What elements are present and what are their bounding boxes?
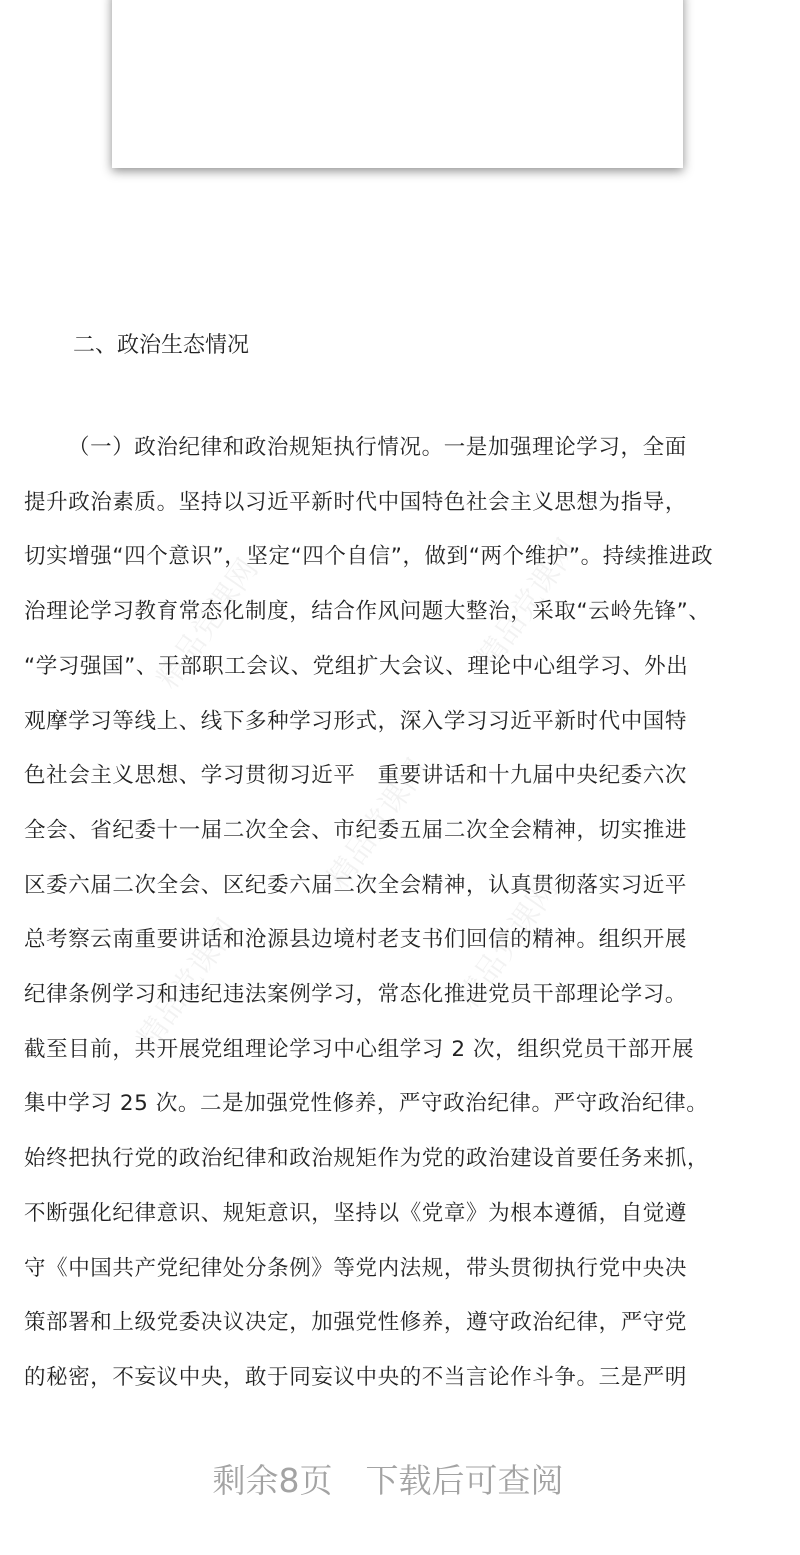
previous-page-card (112, 0, 683, 168)
paragraph-line: 提升政治素质。坚持以习近平新时代中国特色社会主义思想为指导， (24, 489, 688, 515)
paragraph-line: 全会、省纪委十一届二次全会、市纪委五届二次全会精神，切实推进 (24, 817, 688, 843)
paragraph-line: 治理论学习教育常态化制度，结合作风问题大整治，采取“云岭先锋”、 (24, 599, 711, 625)
paragraph-line: 切实增强“四个意识”，坚定“四个自信”，做到“两个维护”。持续推进政 (24, 544, 714, 570)
paragraph-line: 策部署和上级党委决议决定，加强党性修养，遵守政治纪律，严守党 (24, 1310, 688, 1336)
section-heading: 二、政治生态情况 (73, 333, 250, 358)
paragraph-line: （一）政治纪律和政治规矩执行情况。一是加强理论学习，全面 (68, 435, 687, 460)
remaining-pages-download-prompt[interactable]: 剩余8页 下载后可查阅 (212, 1461, 564, 1500)
paragraph-line: 的秘密，不妄议中央，敢于同妄议中央的不当言论作斗争。三是严明 (24, 1364, 688, 1390)
paragraph-line: 色社会主义思想、学习贯彻习近平 重要讲话和十九届中央纪委六次 (24, 763, 688, 789)
paragraph-line: 总考察云南重要讲话和沧源县边境村老支书们回信的精神。组织开展 (24, 927, 688, 953)
watermark: 精品党课网 (320, 752, 436, 896)
watermark: 精品党课网 (450, 872, 566, 1016)
paragraph-line: 集中学习 25 次。二是加强党性修养，严守政治纪律。严守政治纪律。 (24, 1091, 709, 1117)
watermark: 精品党课网 (130, 912, 246, 1056)
watermark: 精品党课网 (150, 552, 266, 696)
paragraph-line: 观摩学习等线上、线下多种学习形式，深入学习习近平新时代中国特 (24, 708, 688, 734)
paragraph-line: 截至目前，共开展党组理论学习中心组学习 2 次，组织党员干部开展 (24, 1036, 695, 1062)
paragraph-line: 纪律条例学习和违纪违法案例学习，常态化推进党员干部理论学习。 (24, 982, 688, 1007)
paragraph-line: 守《中国共产党纪律处分条例》等党内法规，带头贯彻执行党中央决 (24, 1255, 688, 1281)
paragraph-line: 不断强化纪律意识、规矩意识，坚持以《党章》为根本遵循，自觉遵 (24, 1200, 688, 1226)
paragraph-line: 区委六届二次全会、区纪委六届二次全会精神，认真贯彻落实习近平 (24, 872, 688, 898)
paragraph-line: 始终把执行党的政治纪律和政治规矩作为党的政治建设首要任务来抓， (24, 1146, 710, 1172)
watermark: 精品党课网 (470, 532, 586, 676)
paragraph-line: “学习强国”、干部职工会议、党组扩大会议、理论中心组学习、外出 (24, 653, 689, 679)
